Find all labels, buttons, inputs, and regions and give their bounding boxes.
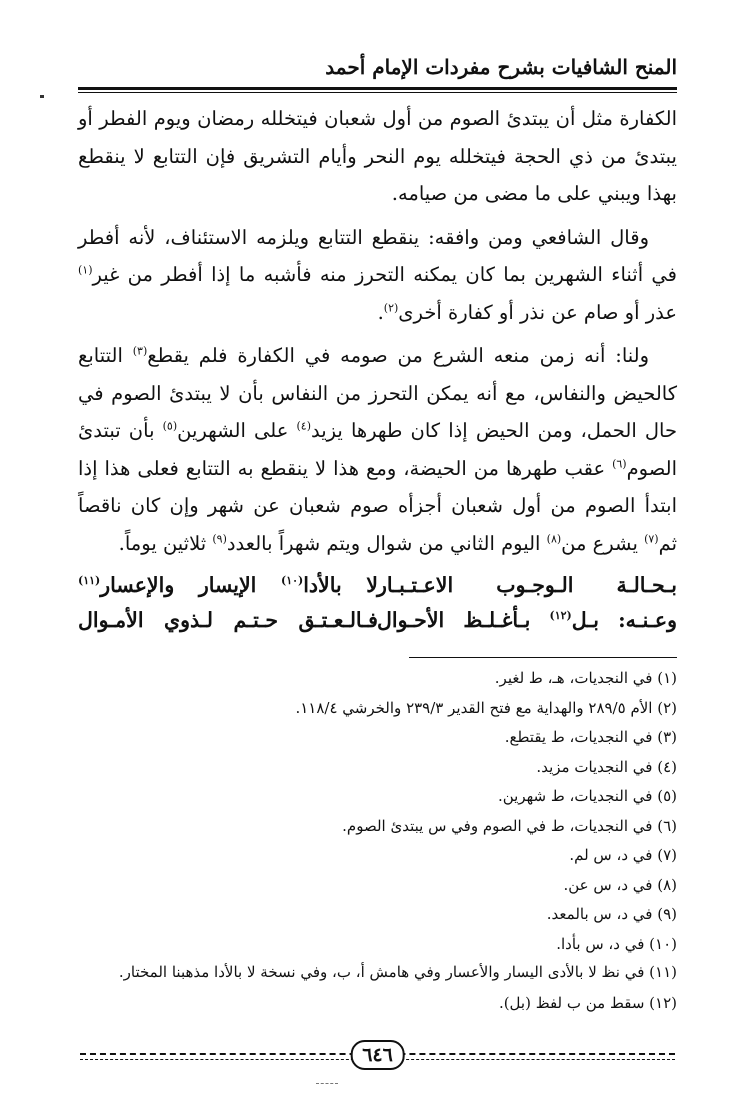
footnote-8: (٨) في د، س عن.: [563, 875, 677, 894]
footnote-ref-10: (١٠): [280, 574, 304, 588]
footnote-11: (١١) في نظ لا بالأدى اليسار والأعسار وفي هامش أ، ب، وفي نسخة لا بالأدا مذهبنا المختار.: [118, 963, 677, 981]
footnotes: [78, 664, 677, 1019]
footnote-ref-3: (٣): [132, 344, 148, 358]
footnote-ref-8: (٨): [546, 532, 562, 545]
footnote-6: (٦) في النجديات، ط في الصوم وفي س يبتدئ الصوم.: [342, 816, 677, 835]
footnote-ref-12: (١٢): [549, 609, 572, 623]
bottom-mark: [316, 1083, 338, 1085]
verse-2-second-hemistich: فـالـعـتـق حـتـم لـذوي الأمـوال: [78, 608, 378, 632]
footnote-7: (٧) في د، س لم.: [569, 846, 677, 864]
main-text: [78, 100, 677, 568]
footnote-9: (٩) في د، س بالمعد.: [546, 905, 677, 923]
paragraph-2: وقال الشافعي ومن وافقه: ينقطع التتابع ويلزمه الاستئناف، لأنه أفطر في أثناء الشهرين بما كان يمكنه التحرز منه فأشبه ما إذا أفطر من غير$^{(١)}$ عذر أو صام عن نذر أو كفارة أخرى$^{(٢)}$.: [78, 225, 677, 324]
footnote-ref-9: (٩): [212, 532, 227, 545]
running-header: المنح الشافيات بشرح مفردات الإمام أحمد: [325, 55, 677, 79]
header-rule: [78, 87, 677, 90]
footnote-ref-4: (٤): [296, 419, 311, 433]
footnote-12: (١٢) سقط من ب لفظ (بل).: [498, 994, 677, 1012]
footnote-2: (٢) الأم ٢٨٩/٥ والهداية مع فتح القدير ٢٣٩/٣ والخرشي ١١٨/٤.: [295, 698, 677, 717]
verse-1-first-hemistich: بـحـالـة الـوجـوب الاعـتـبـار: [377, 573, 677, 597]
footnote-ref-7: (٧): [644, 532, 659, 545]
footnote-1: (١) في النجديات، هـ، ط لغير.: [494, 669, 677, 687]
footnote-ref-6: (٦): [612, 457, 627, 470]
header-rule-thin: [78, 92, 677, 93]
verse-2-first-hemistich: وعـنـه: بـل$^{(١٢)}$ بـأغـلـظ الأحـوال: [377, 608, 677, 632]
page-number: ٦٤٦: [350, 1040, 405, 1070]
verse-1-second-hemistich: لا بالأدا$^{(١٠)}$ الإيسار والإعسار$^{(١١)}$: [78, 573, 378, 597]
paragraph-1: الكفارة مثل أن يبتدئ الصوم من أول شعبان فيتخلله رمضان ويوم الفطر أو يبتدئ من ذي الحجة فيتخلله يوم النحر وأيام التشريق فإن التتابع لا ينقطع بهذا ويبني على ما مضى من صيامه.: [78, 107, 677, 205]
footnote-10: (١٠) في د، س بأدا.: [556, 934, 677, 953]
footnote-ref-1: (١): [78, 263, 93, 277]
footnote-ref-5: (٥): [162, 419, 178, 433]
footnote-5: (٥) في النجديات، ط شهرين.: [497, 787, 677, 805]
paragraph-3: ولنا: أنه زمن منعه الشرع من صومه في الكفارة فلم يقطع$^{(٣)}$ التتابع كالحيض والنفاس، مع أنه يمكن التحرز من النفاس بأن لا يبتدئ الصوم في حال الحمل، ومن الحيض إذا كان طهرها يزيد$^{(٤)}$ على الشهرين$^{(٥)}$ بأن تبتدئ الصوم$^{(٦)}$ عقب طهرها من الحيضة، ومع هذا لا ينقطع به التتابع فعلى هذا إذا ابتدأ الصوم من أول شعبان أجزأه صوم شعبان عن شهر وإن كان ناقصاً ثم$^{(٧)}$ يشرع من$^{(٨)}$ اليوم الثاني من شوال ويتم شهراً بالعدد$^{(٩)}$ ثلاثين يوماً.: [78, 344, 678, 555]
footnote-4: (٤) في النجديات مزيد.: [536, 757, 677, 776]
verse-line-1: [78, 565, 677, 605]
footnote-ref-11: (١١): [78, 574, 101, 588]
footnote-3: (٣) في النجديات، ط يقتطع.: [504, 728, 677, 746]
footnote-separator: [409, 657, 677, 658]
stray-mark: [40, 95, 44, 98]
verse-line-2: [78, 600, 677, 640]
footnote-ref-2: (٢): [383, 301, 399, 314]
